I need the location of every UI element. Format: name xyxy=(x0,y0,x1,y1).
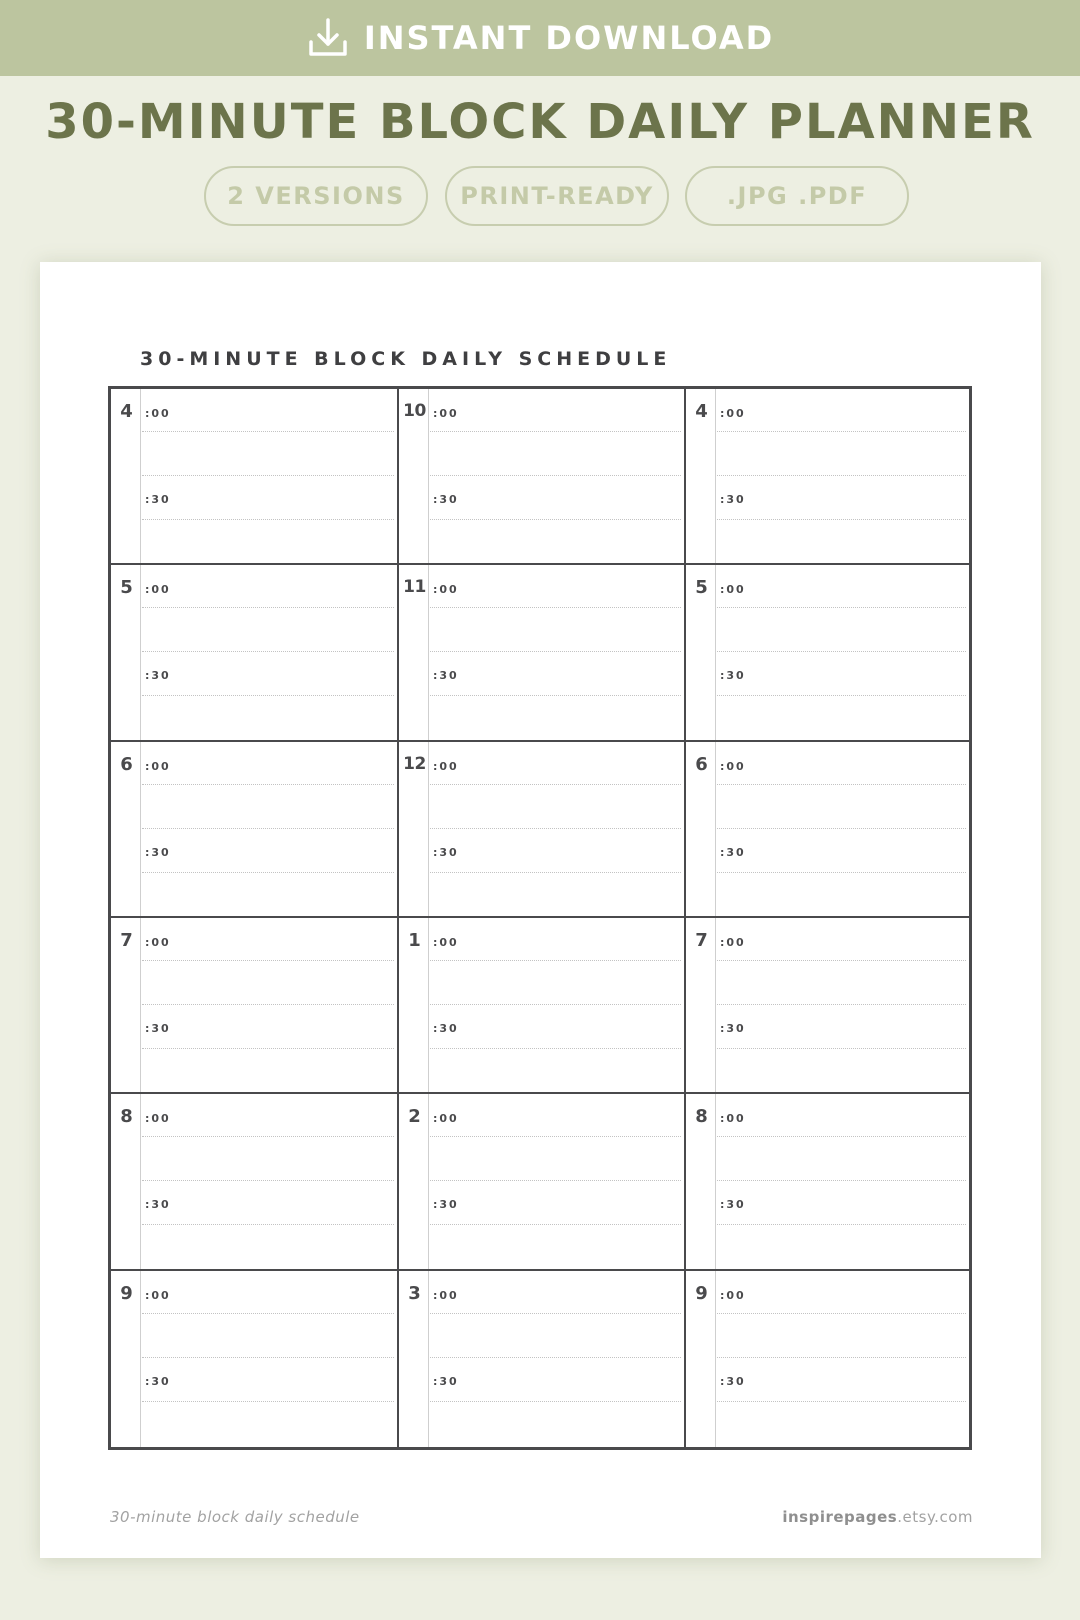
hour-label: 5 xyxy=(120,577,133,599)
hour-label: 8 xyxy=(120,1106,133,1128)
minute-label-30: :30 xyxy=(145,669,171,683)
writing-line xyxy=(717,475,966,476)
minute-label-30: :30 xyxy=(145,1374,171,1388)
minute-label-30: :30 xyxy=(145,845,171,859)
writing-line xyxy=(430,431,681,432)
schedule-grid xyxy=(108,386,972,1450)
time-block xyxy=(111,1094,399,1270)
badge-print-ready: PRINT-READY xyxy=(445,166,669,226)
writing-line xyxy=(717,1357,966,1358)
writing-line xyxy=(142,784,394,785)
time-block xyxy=(111,918,399,1094)
minute-label-00: :00 xyxy=(145,407,171,420)
writing-line xyxy=(717,1048,966,1049)
hour-label: 12 xyxy=(403,753,426,774)
writing-line xyxy=(142,1224,394,1225)
hour-label: 7 xyxy=(695,929,708,951)
writing-line xyxy=(142,607,394,608)
writing-line xyxy=(717,651,966,652)
hour-label: 4 xyxy=(120,401,133,422)
writing-line xyxy=(142,960,394,961)
hour-label: 9 xyxy=(120,1282,133,1304)
time-block xyxy=(399,742,686,918)
hour-label: 8 xyxy=(695,1106,708,1128)
shop-domain: .etsy.com xyxy=(897,1508,973,1526)
writing-line xyxy=(142,1357,394,1358)
minute-label-30: :30 xyxy=(720,1021,746,1035)
writing-line xyxy=(142,828,394,829)
time-block xyxy=(686,389,969,565)
minute-label-30: :30 xyxy=(145,1198,171,1212)
writing-line xyxy=(430,1224,681,1225)
writing-line xyxy=(430,519,681,520)
minute-label-00: :00 xyxy=(145,1112,171,1126)
time-block xyxy=(686,742,969,918)
shop-name: inspirepages xyxy=(782,1508,898,1526)
writing-line xyxy=(717,1401,966,1402)
minute-label-30: :30 xyxy=(720,1374,746,1388)
writing-line xyxy=(142,1136,394,1137)
minute-label-00: :00 xyxy=(433,935,459,949)
writing-line xyxy=(430,872,681,873)
hour-label: 5 xyxy=(695,577,708,599)
minute-label-30: :30 xyxy=(433,1021,459,1035)
minute-label-00: :00 xyxy=(720,759,746,773)
time-block xyxy=(399,1094,686,1270)
footer-caption: 30-minute block daily schedule xyxy=(110,1508,360,1526)
minute-label-30: :30 xyxy=(145,493,171,506)
writing-line xyxy=(430,1004,681,1005)
writing-line xyxy=(717,1313,966,1314)
minute-label-00: :00 xyxy=(433,583,459,597)
footer-shop-url xyxy=(782,1508,973,1526)
minute-label-30: :30 xyxy=(433,669,459,683)
hour-label: 10 xyxy=(403,401,426,421)
writing-line xyxy=(142,475,394,476)
hour-label: 6 xyxy=(695,753,708,775)
time-block xyxy=(686,1094,969,1270)
hour-label: 11 xyxy=(403,577,426,598)
hour-label: 2 xyxy=(408,1106,421,1128)
writing-line xyxy=(430,1136,681,1137)
writing-line xyxy=(430,1357,681,1358)
minute-label-30: :30 xyxy=(145,1021,171,1035)
badge-file-formats: .JPG .PDF xyxy=(685,166,909,226)
time-block xyxy=(399,918,686,1094)
writing-line xyxy=(717,1224,966,1225)
writing-line xyxy=(430,1401,681,1402)
time-block xyxy=(686,1271,969,1447)
writing-line xyxy=(717,1004,966,1005)
hour-label: 9 xyxy=(695,1282,708,1304)
minute-label-00: :00 xyxy=(145,759,171,773)
time-block xyxy=(686,565,969,741)
writing-line xyxy=(430,828,681,829)
writing-line xyxy=(142,431,394,432)
minute-label-00: :00 xyxy=(145,583,171,597)
time-block xyxy=(399,389,686,565)
badge-versions: 2 VERSIONS xyxy=(204,166,428,226)
minute-label-30: :30 xyxy=(433,845,459,859)
time-block xyxy=(399,565,686,741)
banner-label: INSTANT DOWNLOAD xyxy=(363,19,775,57)
minute-label-00: :00 xyxy=(145,1288,171,1302)
minute-label-00: :00 xyxy=(720,407,746,420)
minute-label-00: :00 xyxy=(720,583,746,597)
feature-badges xyxy=(0,166,1080,228)
writing-line xyxy=(430,1180,681,1181)
product-title: 30-MINUTE BLOCK DAILY PLANNER xyxy=(45,94,1035,150)
minute-label-30: :30 xyxy=(720,493,746,506)
writing-line xyxy=(142,1004,394,1005)
writing-line xyxy=(430,1313,681,1314)
minute-label-30: :30 xyxy=(433,1374,459,1388)
time-block xyxy=(111,1271,399,1447)
minute-label-30: :30 xyxy=(433,1198,459,1212)
time-block xyxy=(399,1271,686,1447)
time-block xyxy=(111,742,399,918)
minute-label-00: :00 xyxy=(720,1288,746,1302)
writing-line xyxy=(430,960,681,961)
time-block xyxy=(111,389,399,565)
minute-label-00: :00 xyxy=(433,1112,459,1126)
minute-label-00: :00 xyxy=(433,1288,459,1302)
writing-line xyxy=(717,1136,966,1137)
time-block xyxy=(111,565,399,741)
time-block xyxy=(686,918,969,1094)
minute-label-30: :30 xyxy=(433,493,459,506)
minute-label-30: :30 xyxy=(720,1198,746,1212)
instant-download-banner xyxy=(0,0,1080,76)
hour-label: 3 xyxy=(408,1282,421,1304)
schedule-heading: 30-MINUTE BLOCK DAILY SCHEDULE xyxy=(140,348,672,370)
writing-line xyxy=(717,784,966,785)
hour-label: 6 xyxy=(120,753,133,775)
writing-line xyxy=(142,1048,394,1049)
writing-line xyxy=(430,651,681,652)
writing-line xyxy=(717,431,966,432)
writing-line xyxy=(717,872,966,873)
minute-label-30: :30 xyxy=(720,845,746,859)
writing-line xyxy=(142,1401,394,1402)
minute-label-30: :30 xyxy=(720,669,746,683)
download-icon xyxy=(306,16,350,60)
writing-line xyxy=(142,872,394,873)
writing-line xyxy=(142,519,394,520)
minute-label-00: :00 xyxy=(720,935,746,949)
writing-line xyxy=(717,607,966,608)
hour-label: 1 xyxy=(408,929,421,951)
writing-line xyxy=(717,1180,966,1181)
writing-line xyxy=(430,784,681,785)
writing-line xyxy=(142,695,394,696)
minute-label-00: :00 xyxy=(433,759,459,773)
hour-label: 4 xyxy=(695,401,708,422)
writing-line xyxy=(717,519,966,520)
hour-label: 7 xyxy=(120,929,133,951)
writing-line xyxy=(717,960,966,961)
writing-line xyxy=(717,828,966,829)
minute-label-00: :00 xyxy=(720,1112,746,1126)
writing-line xyxy=(430,607,681,608)
writing-line xyxy=(142,1313,394,1314)
writing-line xyxy=(430,1048,681,1049)
writing-line xyxy=(142,651,394,652)
writing-line xyxy=(142,1180,394,1181)
writing-line xyxy=(430,475,681,476)
minute-label-00: :00 xyxy=(433,407,459,420)
writing-line xyxy=(430,695,681,696)
writing-line xyxy=(717,695,966,696)
minute-label-00: :00 xyxy=(145,935,171,949)
planner-sheet xyxy=(40,262,1041,1558)
